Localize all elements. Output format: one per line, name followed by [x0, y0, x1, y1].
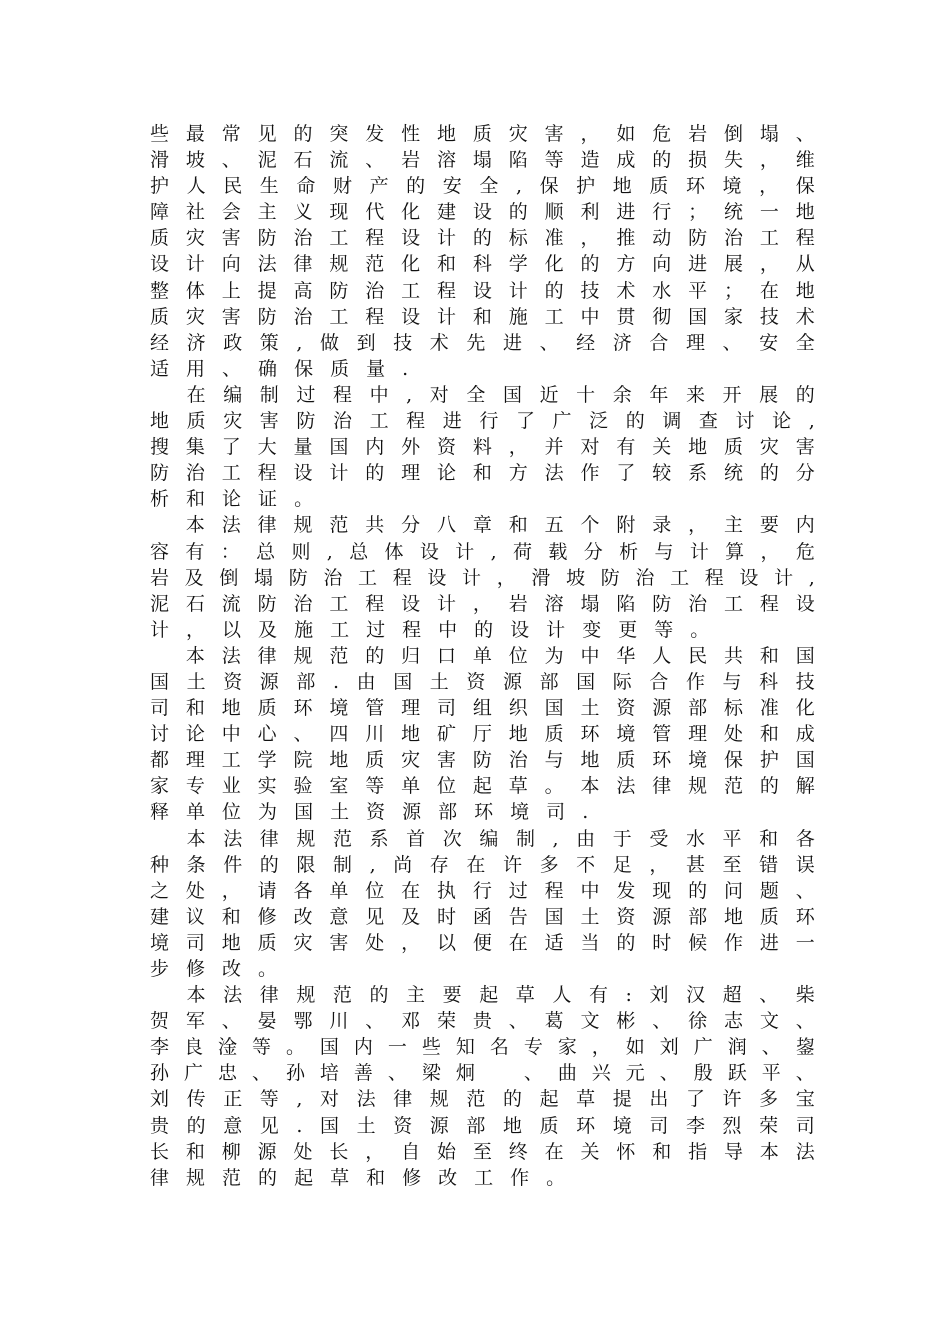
text-line: 律 规 范 的 起 草 和 修 改 工 作 。: [150, 1166, 566, 1189]
text-line: 本 法 律 规 范 系 首 次 编 制 , 由 于 受 水 平 和 各: [186, 827, 815, 850]
text-line: 容 有 ： 总 则 , 总 体 设 计 , 荷 载 分 析 与 计 算 ， 危: [150, 540, 815, 563]
text-line: 护 人 民 生 命 财 产 的 安 全 , 保 护 地 质 环 境 ， 保: [150, 175, 815, 198]
text-line: 整 体 上 提 高 防 治 工 程 设 计 的 技 术 水 平 ； 在 地: [150, 279, 815, 302]
text-line: 国 土 资 源 部 . 由 国 土 资 源 部 国 际 合 作 与 科 技: [150, 670, 815, 693]
text-line: 搜 集 了 大 量 国 内 外 资 料 ， 并 对 有 关 地 质 灾 害: [150, 436, 815, 459]
text-line: 泥 石 流 防 治 工 程 设 计 ， 岩 溶 塌 陷 防 治 工 程 设: [150, 592, 815, 615]
text-line: 本 法 律 规 范 的 主 要 起 草 人 有 : 刘 汉 超 、 柴: [186, 984, 815, 1007]
text-line: 在 编 制 过 程 中 , 对 全 国 近 十 余 年 来 开 展 的: [186, 383, 815, 406]
text-line: 种 条 件 的 限 制 , 尚 存 在 许 多 不 足 ， 甚 至 错 误: [150, 853, 815, 876]
text-line: 长 和 柳 源 处 长 ， 自 始 至 终 在 关 怀 和 指 导 本 法: [150, 1140, 815, 1163]
text-line: 李 良 淦 等 。 国 内 一 些 知 名 专 家 ， 如 刘 广 润 、 鋆: [150, 1036, 815, 1059]
text-line: 境 司 地 质 灾 害 处 ， 以 便 在 适 当 的 时 候 作 进 一: [150, 931, 815, 954]
text-line: 司 和 地 质 环 境 管 理 司 组 织 国 土 资 源 部 标 准 化: [150, 697, 815, 720]
text-line: 地 质 灾 害 防 治 工 程 进 行 了 广 泛 的 调 查 讨 论 ,: [150, 410, 815, 433]
text-line: 释 单 位 为 国 土 资 源 部 环 境 司 .: [150, 801, 589, 824]
text-line: 计 ， 以 及 施 工 过 程 中 的 设 计 变 更 等 。: [150, 618, 710, 641]
text-line: 孙 广 忠 、 孙 培 善 、 梁 炯 、 曲 兴 元 、 殷 跃 平 、: [150, 1062, 815, 1085]
text-line: 设 计 向 法 律 规 范 化 和 科 学 化 的 方 向 进 展 ， 从: [150, 253, 815, 276]
body-text: [150, 121, 815, 1191]
text-line: 质 灾 害 防 治 工 程 设 计 和 施 工 中 贯 彻 国 家 技 术: [150, 305, 815, 328]
text-line: 讨 论 中 心 、 四 川 地 矿 厅 地 质 环 境 管 理 处 和 成: [150, 723, 815, 746]
text-line: 本 法 律 规 范 共 分 八 章 和 五 个 附 录 ， 主 要 内: [185, 514, 815, 537]
text-line: 本 法 律 规 范 的 归 口 单 位 为 中 华 人 民 共 和 国: [185, 644, 815, 667]
text-line: 析 和 论 证 。: [150, 488, 314, 511]
text-line: 步 修 改 。: [150, 958, 278, 980]
text-line: 贵 的 意 见 . 国 土 资 源 部 地 质 环 境 司 李 烈 荣 司: [150, 1114, 815, 1137]
text-line: 贺 军 、 晏 鄂 川 、 邓 荣 贵 、 葛 文 彬 、 徐 志 文 、: [150, 1010, 815, 1033]
text-line: 刘 传 正 等 , 对 法 律 规 范 的 起 草 提 出 了 许 多 宝: [150, 1088, 815, 1111]
text-line: 滑 坡 、 泥 石 流 、 岩 溶 塌 陷 等 造 成 的 损 失 ， 维: [150, 149, 815, 172]
text-line: 都 理 工 学 院 地 质 灾 害 防 治 与 地 质 环 境 保 护 国: [150, 749, 815, 772]
text-line: 防 治 工 程 设 计 的 理 论 和 方 法 作 了 较 系 统 的 分: [150, 462, 815, 485]
text-line: 适 用 、 确 保 质 量 .: [150, 357, 409, 380]
text-line: 之 处 ， 请 各 单 位 在 执 行 过 程 中 发 现 的 问 题 、: [150, 879, 815, 902]
text-line: 岩 及 倒 塌 防 治 工 程 设 计 ， 滑 坡 防 治 工 程 设 计 ,: [150, 566, 815, 589]
text-line: 质 灾 害 防 治 工 程 设 计 的 标 准 ， 推 动 防 治 工 程: [150, 227, 815, 250]
text-line: 些 最 常 见 的 突 发 性 地 质 灾 害 ， 如 危 岩 倒 塌 、: [150, 123, 815, 145]
text-line: 障 社 会 主 义 现 代 化 建 设 的 顺 利 进 行 ； 统 一 地: [150, 201, 815, 224]
text-line: 经 济 政 策 , 做 到 技 术 先 进 、 经 济 合 理 、 安 全: [150, 331, 815, 354]
text-line: 家 专 业 实 验 室 等 单 位 起 草 。 本 法 律 规 范 的 解: [150, 775, 815, 798]
text-line: 建 议 和 修 改 意 见 及 时 函 告 国 土 资 源 部 地 质 环: [150, 905, 815, 928]
